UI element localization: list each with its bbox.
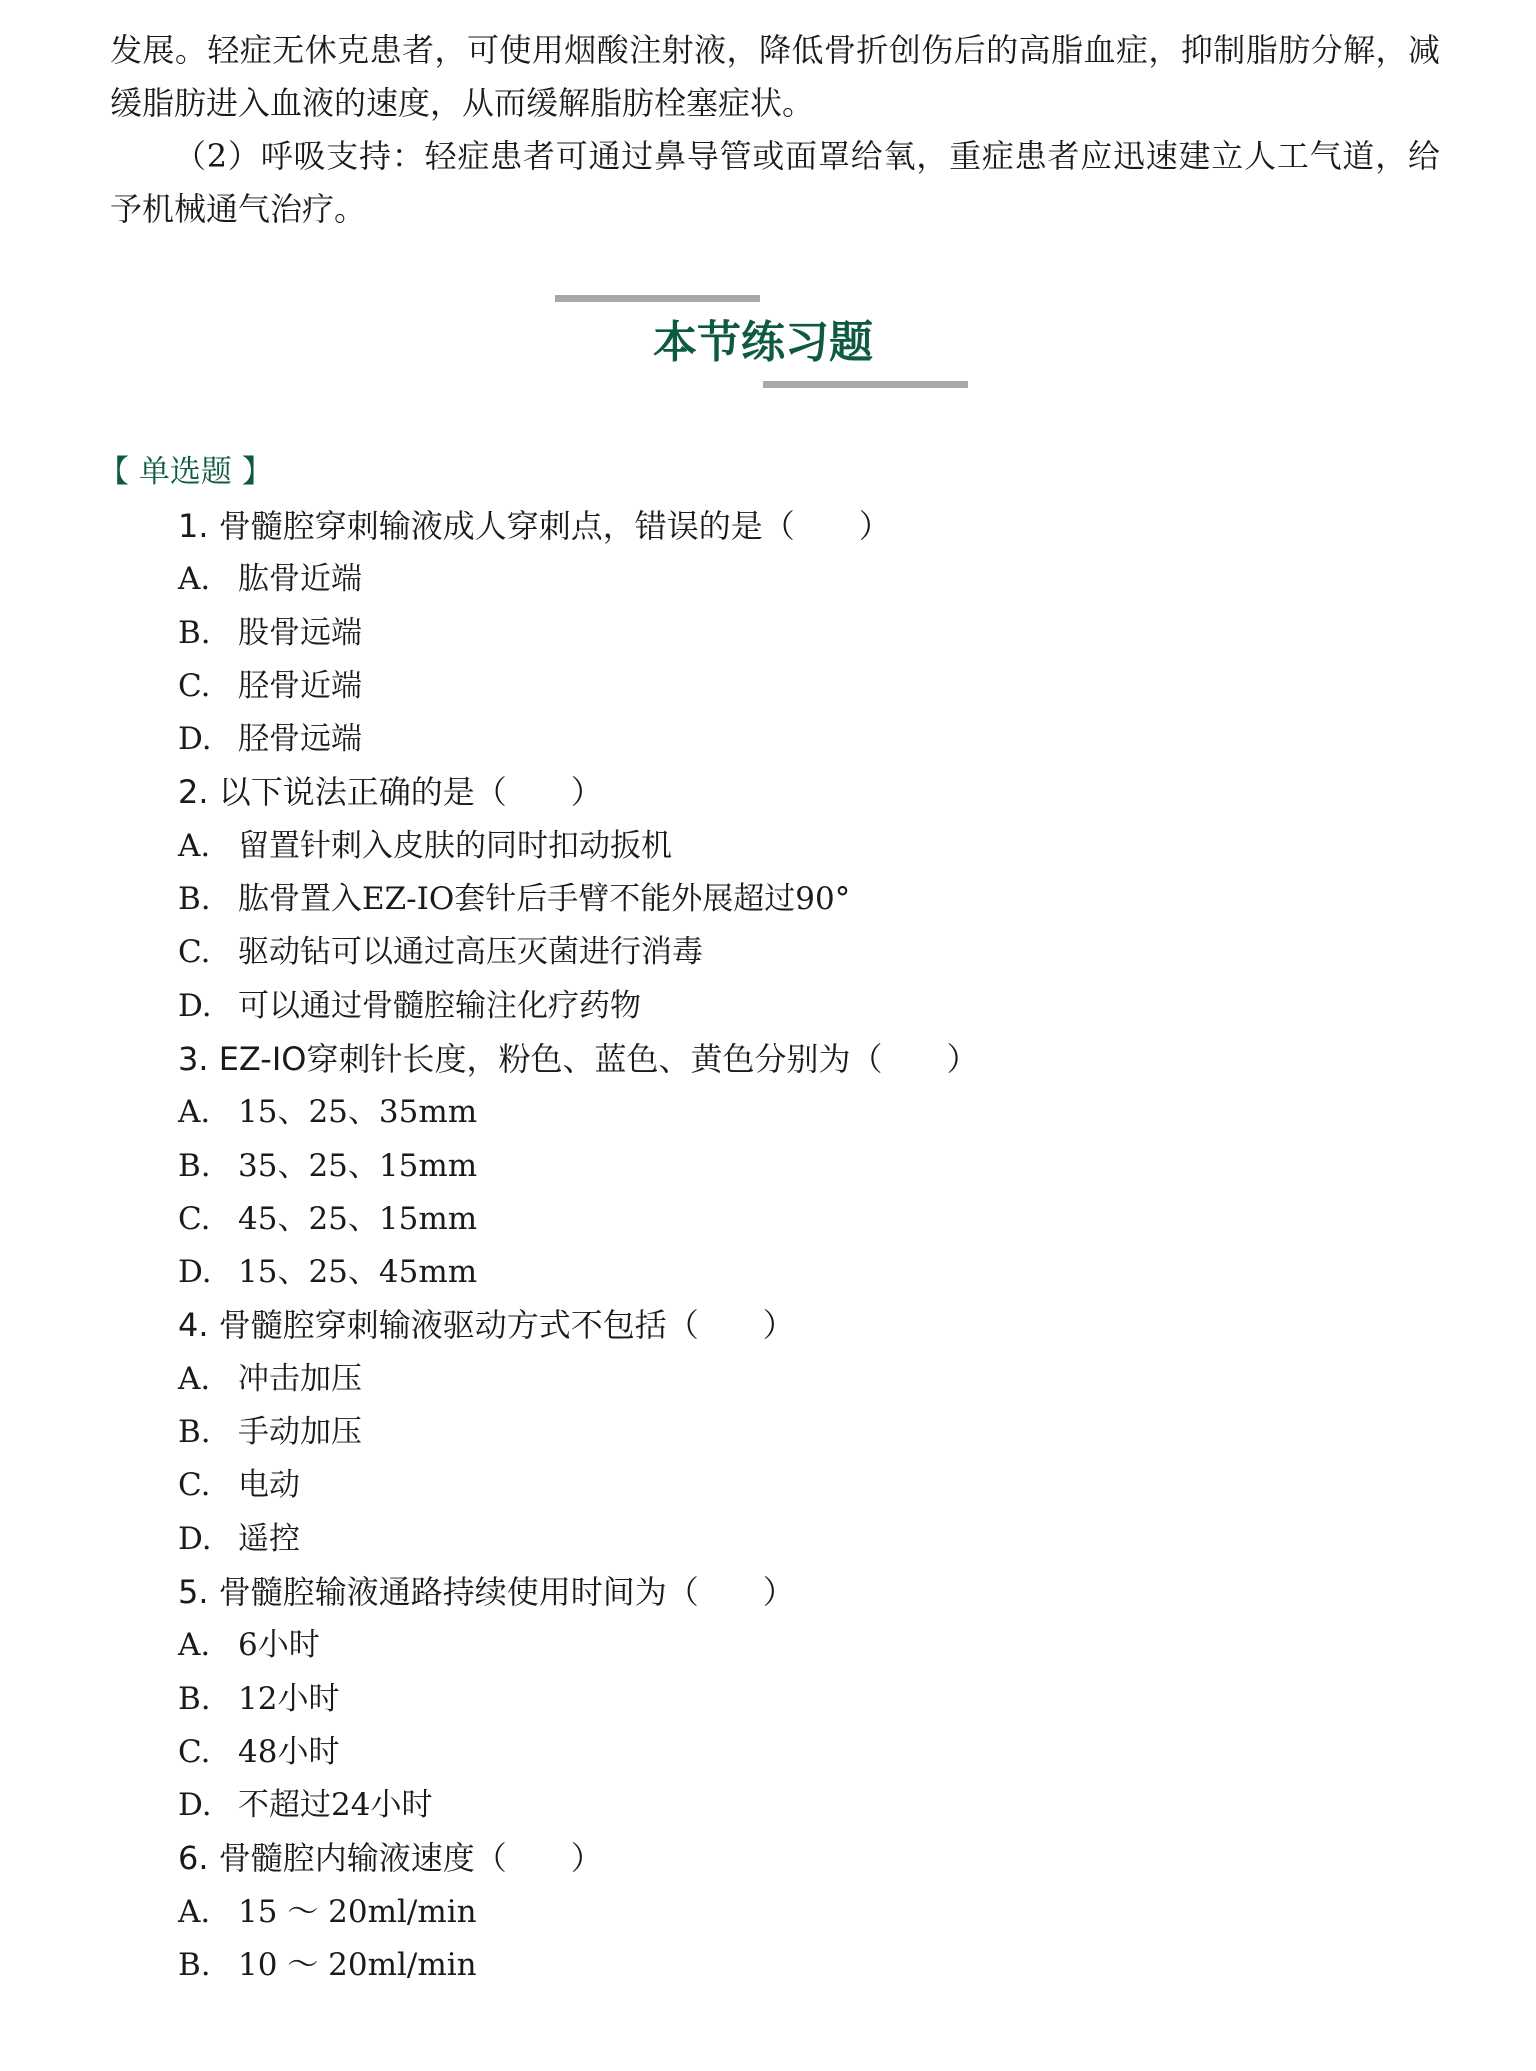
question-number: 2. bbox=[178, 773, 209, 812]
answer-option bbox=[178, 1086, 1478, 1139]
question-text: 以下说法正确的是（ ） bbox=[218, 773, 603, 812]
question-text: 骨髓腔内输液速度（ ） bbox=[218, 1839, 603, 1878]
option-letter: A. bbox=[178, 1627, 211, 1664]
question-stem bbox=[178, 1033, 1478, 1086]
option-letter: C. bbox=[178, 1200, 211, 1237]
option-text: 15 ～ 20ml/min bbox=[238, 1893, 477, 1930]
option-letter: B. bbox=[178, 614, 211, 651]
section-title: 本节练习题 bbox=[653, 317, 873, 368]
answer-option bbox=[178, 713, 1478, 766]
option-text: 15、25、35mm bbox=[238, 1094, 478, 1131]
option-text: 遥控 bbox=[238, 1520, 300, 1557]
option-letter: B. bbox=[178, 1414, 211, 1451]
title-decor-line-top bbox=[555, 295, 760, 302]
question-item bbox=[178, 766, 1478, 1032]
answer-option bbox=[178, 1619, 1478, 1672]
option-text: 45、25、15mm bbox=[238, 1200, 478, 1237]
question-number: 5. bbox=[178, 1572, 209, 1611]
option-text: 留置针刺入皮肤的同时扣动扳机 bbox=[238, 827, 672, 864]
question-stem bbox=[178, 1299, 1478, 1352]
option-letter: C. bbox=[178, 667, 211, 704]
question-text: 骨髓腔穿刺输液成人穿刺点，错误的是（ ） bbox=[218, 507, 891, 545]
option-text: 12小时 bbox=[238, 1680, 340, 1717]
option-text: 胫骨近端 bbox=[238, 667, 362, 704]
answer-option bbox=[178, 1246, 1478, 1299]
question-item bbox=[178, 1832, 1478, 1992]
option-text: 肱骨置入EZ-IO套针后手臂不能外展超过90° bbox=[238, 881, 851, 918]
option-letter: D. bbox=[178, 987, 212, 1024]
option-letter: A. bbox=[178, 827, 211, 864]
answer-option bbox=[178, 1459, 1478, 1512]
answer-option bbox=[178, 873, 1478, 926]
question-list bbox=[178, 500, 1478, 1992]
option-text: 冲击加压 bbox=[238, 1360, 362, 1397]
question-text: EZ-IO穿刺针长度，粉色、蓝色、黄色分别为（ ） bbox=[218, 1039, 979, 1078]
question-text: 骨髓腔穿刺输液驱动方式不包括（ ） bbox=[218, 1306, 795, 1345]
question-number: 4. bbox=[178, 1306, 209, 1345]
option-text: 48小时 bbox=[238, 1733, 340, 1770]
option-text: 胫骨远端 bbox=[238, 721, 362, 758]
option-text: 肱骨近端 bbox=[238, 561, 362, 598]
question-type-label: 【 单选题 】 bbox=[98, 454, 273, 490]
option-letter: D. bbox=[178, 1787, 212, 1824]
question-stem bbox=[178, 500, 1478, 553]
option-text: 驱动钻可以通过高压灭菌进行消毒 bbox=[238, 934, 703, 971]
answer-option bbox=[178, 926, 1478, 979]
question-number: 1. bbox=[178, 507, 209, 545]
answer-option bbox=[178, 607, 1478, 660]
option-text: 股骨远端 bbox=[238, 614, 362, 651]
answer-option bbox=[178, 1886, 1478, 1939]
question-stem bbox=[178, 1832, 1478, 1885]
option-letter: A. bbox=[178, 1094, 211, 1131]
question-number: 6. bbox=[178, 1839, 209, 1878]
option-letter: B. bbox=[178, 1947, 211, 1984]
answer-option bbox=[178, 553, 1478, 606]
option-text: 35、25、15mm bbox=[238, 1147, 478, 1184]
answer-option bbox=[178, 1406, 1478, 1459]
answer-option bbox=[178, 1779, 1478, 1832]
answer-option bbox=[178, 820, 1478, 873]
question-text: 骨髓腔输液通路持续使用时间为（ ） bbox=[218, 1572, 795, 1611]
question-item bbox=[178, 1566, 1478, 1832]
option-letter: A. bbox=[178, 1360, 211, 1397]
answer-option bbox=[178, 1140, 1478, 1193]
option-text: 电动 bbox=[238, 1467, 300, 1504]
answer-option bbox=[178, 1939, 1478, 1992]
answer-option bbox=[178, 1673, 1478, 1726]
question-stem bbox=[178, 1566, 1478, 1619]
option-letter: A. bbox=[178, 1893, 211, 1930]
option-letter: A. bbox=[178, 561, 211, 598]
option-letter: D. bbox=[178, 1254, 212, 1291]
question-item bbox=[178, 1299, 1478, 1565]
option-letter: B. bbox=[178, 881, 211, 918]
option-letter: B. bbox=[178, 1147, 211, 1184]
option-text: 15、25、45mm bbox=[238, 1254, 478, 1291]
question-number: 3. bbox=[178, 1039, 209, 1078]
question-item bbox=[178, 500, 1478, 766]
answer-option bbox=[178, 1513, 1478, 1566]
answer-option bbox=[178, 1726, 1478, 1779]
option-text: 手动加压 bbox=[238, 1414, 362, 1451]
answer-option bbox=[178, 1353, 1478, 1406]
option-text: 6小时 bbox=[238, 1627, 320, 1664]
question-stem bbox=[178, 766, 1478, 819]
intro-paragraph: 发展。轻症无休克患者，可使用烟酸注射液，降低骨折创伤后的高脂血症，抑制脂肪分解，减缓脂肪进入血液的速度，从而缓解脂肪栓塞症状。 bbox=[110, 31, 1440, 122]
intro-paragraph: （2）呼吸支持：轻症患者可通过鼻导管或面罩给氧，重症患者应迅速建立人工气道，给予机械通气治疗。 bbox=[110, 137, 1440, 228]
option-letter: D. bbox=[178, 721, 212, 758]
option-letter: B. bbox=[178, 1680, 211, 1717]
option-text: 不超过24小时 bbox=[238, 1787, 433, 1824]
option-letter: C. bbox=[178, 1467, 211, 1504]
answer-option bbox=[178, 660, 1478, 713]
title-decor-line-bottom bbox=[763, 381, 968, 388]
option-text: 可以通过骨髓腔输注化疗药物 bbox=[238, 987, 641, 1024]
option-letter: C. bbox=[178, 934, 211, 971]
option-text: 10 ～ 20ml/min bbox=[238, 1947, 477, 1984]
answer-option bbox=[178, 1193, 1478, 1246]
answer-option bbox=[178, 980, 1478, 1033]
question-item bbox=[178, 1033, 1478, 1299]
option-letter: C. bbox=[178, 1733, 211, 1770]
option-letter: D. bbox=[178, 1520, 212, 1557]
